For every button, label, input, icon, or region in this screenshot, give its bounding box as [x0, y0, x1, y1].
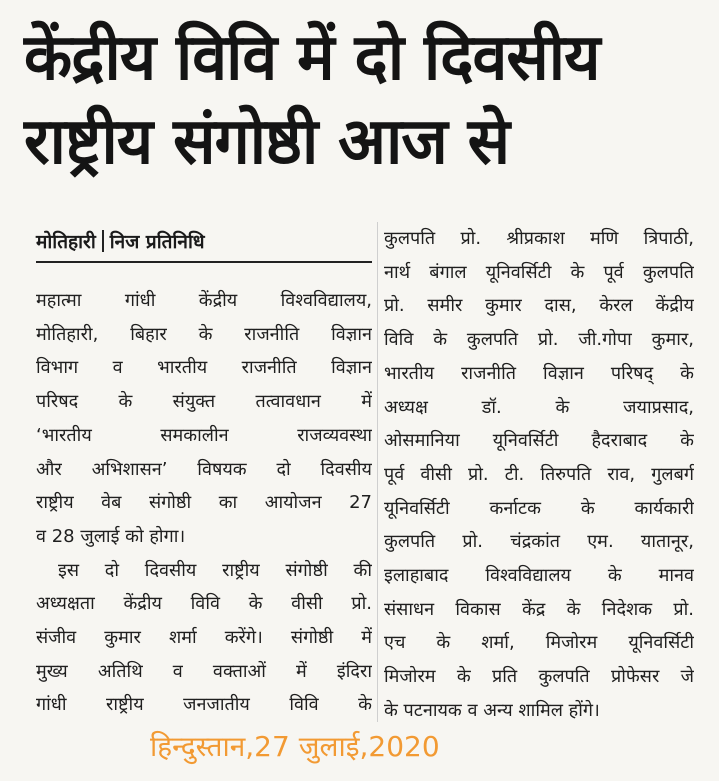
text-line: पूर्व वीसी प्रो. टी. तिरुपति राव, गुलबर्ग: [384, 463, 694, 485]
text-line: महात्मा गांधी केंद्रीय विश्वविद्यालय,: [36, 290, 372, 311]
byline-reporter: निज प्रतिनिधि: [109, 231, 205, 253]
headline-line-1: केंद्रीय विवि में दो दिवसीय: [24, 21, 600, 95]
text-line: संजीव कुमार शर्मा करेंगे। संगोष्ठी में: [36, 627, 372, 649]
text-line: और अभिशासन’ विषयक दो दिवसीय: [36, 458, 372, 480]
text-line: प्रो. समीर कुमार दास, केरल केंद्रीय: [384, 295, 694, 317]
text-line: नार्थ बंगाल यूनिवर्सिटी के पूर्व कुलपति: [384, 261, 694, 283]
text-line: मोतिहारी, बिहार के राजनीति विज्ञान: [36, 323, 372, 345]
text-line: कुलपति प्रो. श्रीप्रकाश मणि त्रिपाठी,: [384, 228, 694, 249]
text-line: के पटनायक व अन्य शामिल होंगे।: [384, 699, 600, 721]
headline-line-2: राष्ट्रीय संगोष्ठी आज से: [24, 105, 510, 179]
text-line: विभाग व भारतीय राजनीति विज्ञान: [36, 357, 372, 379]
text-line: मिजोरम के प्रति कुलपति प्रोफेसर जे: [384, 666, 694, 688]
byline-rule: [36, 261, 372, 263]
headline: [24, 16, 690, 184]
source-caption: हिन्दुस्तान,27 जुलाई,2020: [150, 730, 440, 763]
text-line: कुलपति प्रो. चंद्रकांत एम. यातानूर,: [384, 531, 694, 553]
text-line: एच के शर्मा, मिजोरम यूनिवर्सिटी: [384, 632, 694, 654]
column-divider: [377, 222, 378, 722]
text-line: परिषद के संयुक्त तत्वावधान में: [36, 391, 372, 413]
text-line: भारतीय राजनीति विज्ञान परिषद् के: [384, 362, 694, 384]
text-line: संसाधन विकास केंद्र के निदेशक प्रो.: [384, 598, 694, 620]
text-line: अध्यक्ष डॉ. के जयाप्रसाद,: [384, 396, 694, 418]
text-line: यूनिवर्सिटी कर्नाटक के कार्यकारी: [384, 497, 694, 519]
text-line: मुख्य अतिथि व वक्ताओं में इंदिरा: [36, 660, 372, 682]
article-column-left: [36, 284, 372, 722]
text-line: इलाहाबाद विश्वविद्यालय के मानव: [384, 565, 694, 587]
text-line: राष्ट्रीय वेब संगोष्ठी का आयोजन 27: [36, 492, 372, 514]
text-line: ओसमानिया यूनिवर्सिटी हैदराबाद के: [384, 430, 694, 452]
article-column-right: [384, 222, 694, 728]
text-line: इस दो दिवसीय राष्ट्रीय संगोष्ठी की: [58, 559, 372, 581]
text-line: व 28 जुलाई को होगा।: [36, 525, 186, 547]
text-line: ‘भारतीय समकालीन राजव्यवस्था: [36, 424, 372, 446]
byline: [36, 228, 372, 254]
text-line: गांधी राष्ट्रीय जनजातीय विवि के: [36, 694, 372, 716]
text-line: अध्यक्षता केंद्रीय विवि के वीसी प्रो.: [36, 593, 372, 615]
byline-place: मोतिहारी: [36, 231, 96, 253]
byline-separator: [102, 230, 104, 252]
text-line: विवि के कुलपति प्रो. जी.गोपा कुमार,: [384, 329, 694, 351]
